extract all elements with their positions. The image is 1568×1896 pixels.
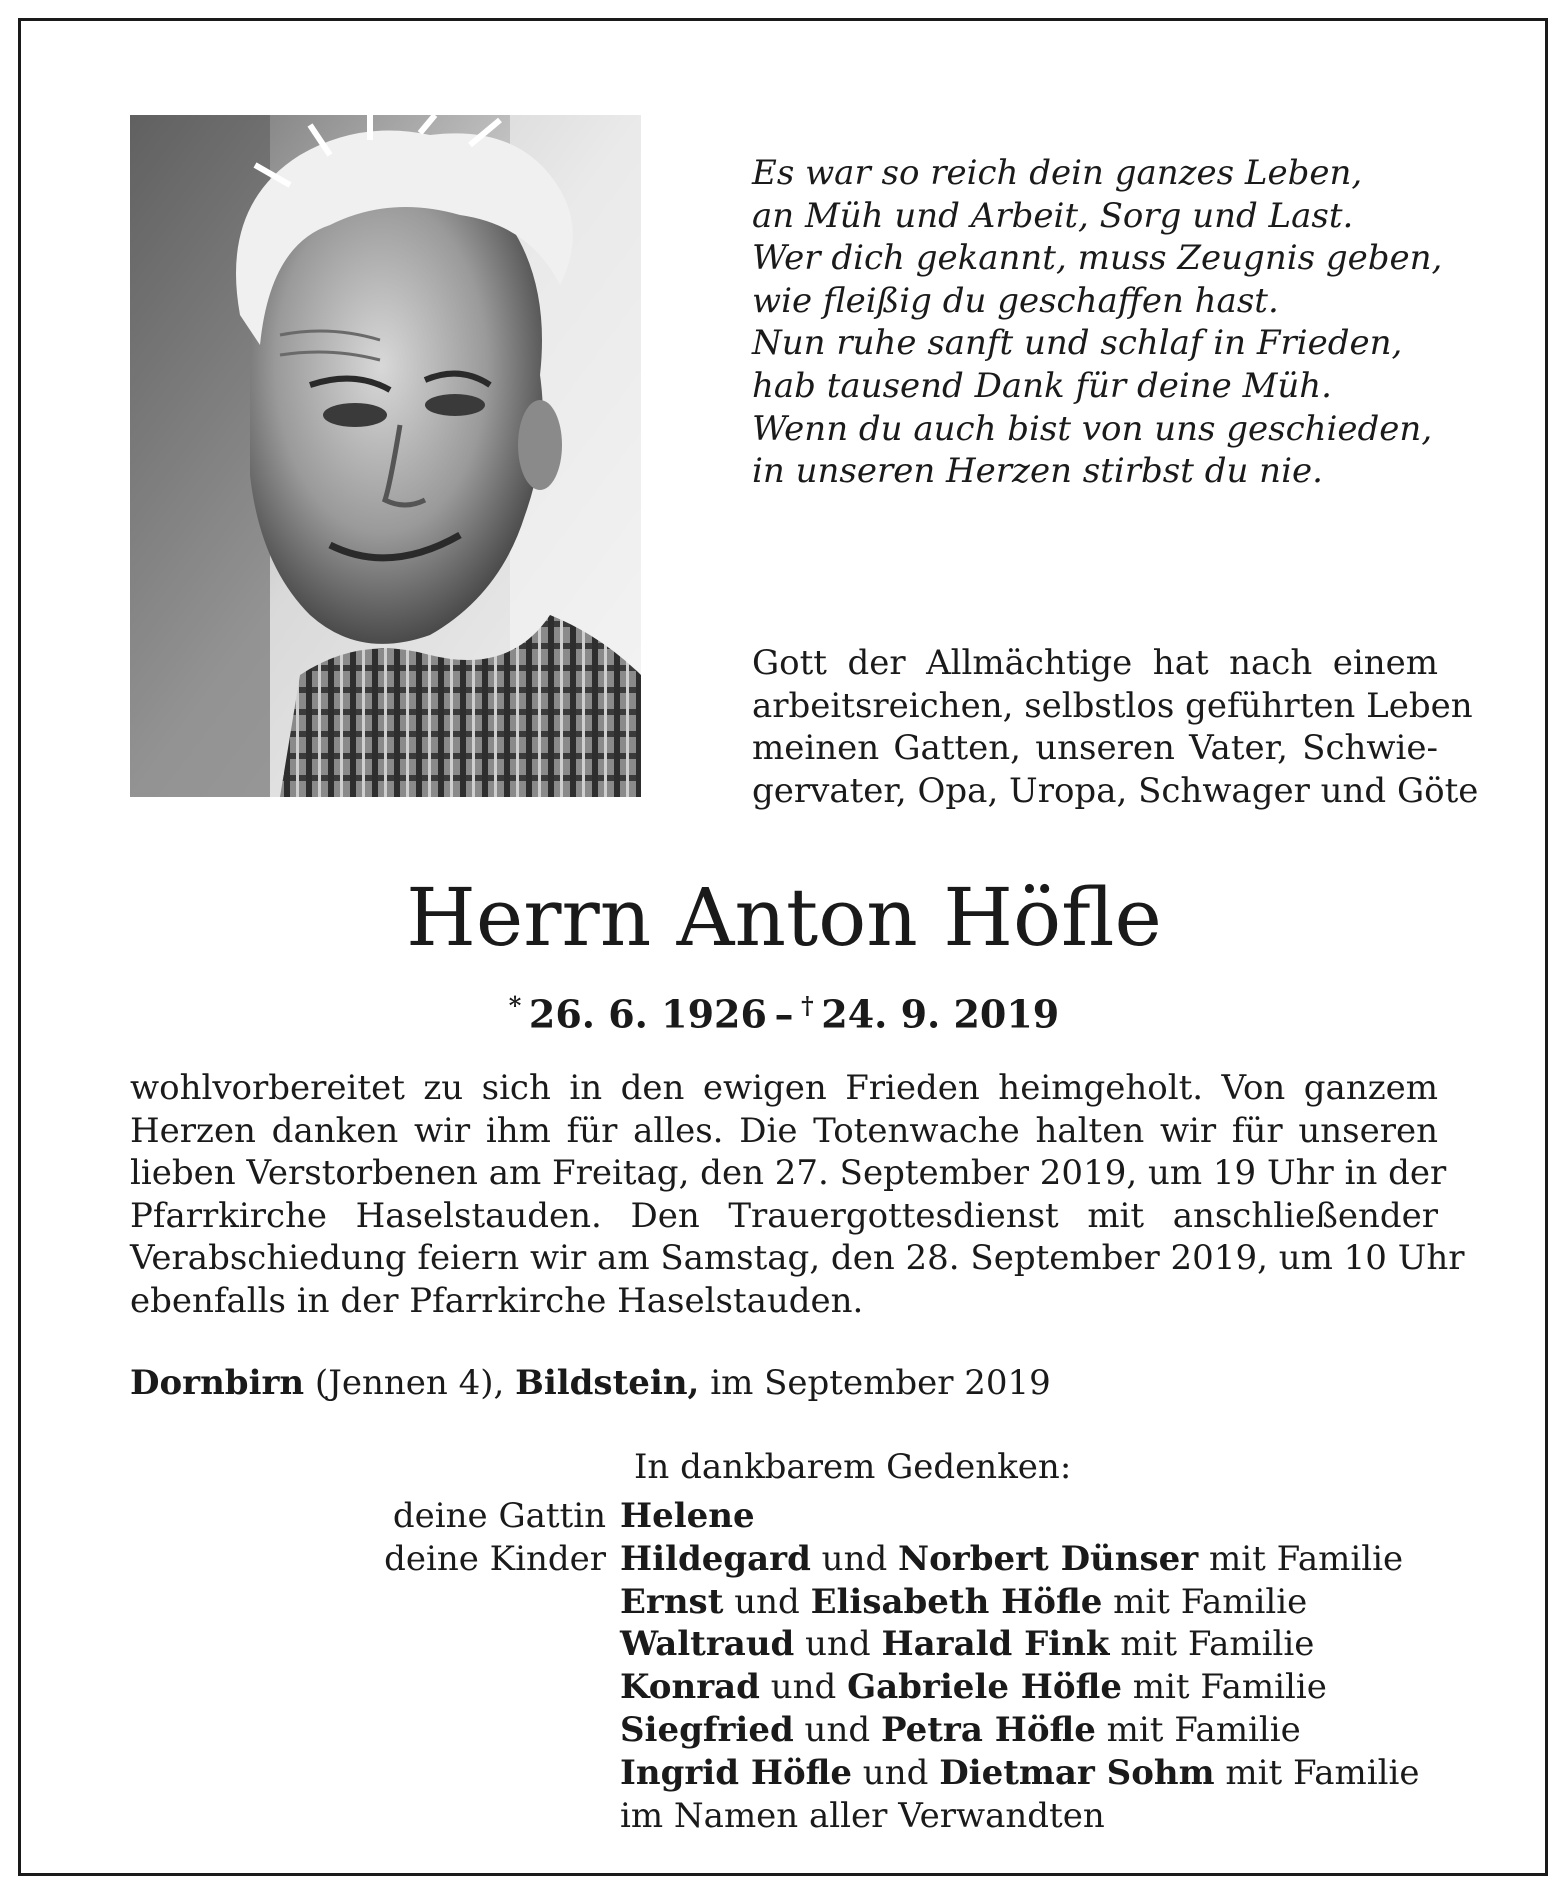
- notice-date: im September 2019: [699, 1363, 1051, 1403]
- child-name: Waltraud: [620, 1624, 795, 1665]
- child-name: Ernst: [620, 1581, 724, 1622]
- mit-familie-text: mit Familie: [1121, 1667, 1327, 1708]
- mit-familie-text: mit Familie: [1214, 1752, 1420, 1793]
- memorial-poem: [752, 152, 1452, 493]
- body-line: Pfarrkirche Haselstauden. Den Trauergottesdienst mit anschließender: [130, 1195, 1438, 1236]
- birth-mark: *: [508, 991, 522, 1020]
- intro-line: arbeitsreichen, selbstlos geführten Leben: [752, 685, 1473, 726]
- poem-line: in unseren Herzen stirbst du nie.: [752, 451, 1323, 492]
- body-line: Verabschiedung feiern wir am Samstag, den 28. September 2019, um 10 Uhr: [130, 1238, 1465, 1279]
- body-line: ebenfalls in der Pfarrkirche Haselstauden.: [130, 1280, 864, 1321]
- mourners-list: [300, 1495, 1420, 1837]
- poem-line: Wer dich gekannt, muss Zeugnis geben,: [752, 238, 1443, 279]
- portrait-photo: [130, 115, 641, 797]
- wife-name: Helene: [620, 1496, 755, 1536]
- poem-line: Es war so reich dein ganzes Leben,: [752, 153, 1363, 193]
- closing-line: im Namen aller Verwandten: [620, 1795, 1105, 1836]
- und-text: und: [810, 1538, 899, 1579]
- poem-line: hab tausend Dank für deine Müh.: [752, 365, 1332, 406]
- town-dornbirn: Dornbirn: [130, 1363, 305, 1403]
- und-text: und: [723, 1581, 811, 1622]
- mourner-row-child: [300, 1666, 1420, 1709]
- body-line: wohlvorbereitet zu sich in den ewigen Frieden heimgeholt. Von ganzem: [130, 1068, 1438, 1108]
- child-name: Hildegard: [620, 1538, 811, 1579]
- mourner-row-child: [300, 1752, 1420, 1795]
- child-name: Konrad: [620, 1667, 760, 1708]
- partner-name: Elisabeth Höfle: [810, 1581, 1103, 1622]
- mourner-row-child: [300, 1623, 1420, 1666]
- poem-line: Nun ruhe sanft und schlaf in Frieden,: [752, 323, 1403, 364]
- mit-familie-text: mit Familie: [1102, 1581, 1308, 1622]
- mourner-row-child: [300, 1538, 1420, 1581]
- partner-name: Harald Fink: [881, 1624, 1110, 1665]
- intro-text: [752, 642, 1479, 812]
- town-bildstein: Bildstein,: [515, 1363, 700, 1403]
- child-name: Ingrid Höfle: [620, 1752, 852, 1793]
- poem-line: Wenn du auch bist von uns geschieden,: [752, 408, 1433, 449]
- mourner-row-child: [300, 1709, 1420, 1752]
- mourner-row-closing: [300, 1795, 1420, 1838]
- poem-line: an Müh und Arbeit, Sorg und Last.: [752, 195, 1354, 236]
- address: (Jennen 4),: [304, 1363, 516, 1403]
- poem-line: wie fleißig du geschaffen hast.: [752, 280, 1279, 321]
- und-text: und: [794, 1624, 882, 1665]
- role-label: deine Gattin: [392, 1496, 606, 1536]
- partner-name: Dietmar Sohm: [939, 1752, 1215, 1793]
- place-date-line: [130, 1362, 1051, 1404]
- child-name: Siegfried: [620, 1709, 794, 1750]
- und-text: und: [759, 1667, 848, 1708]
- gedenken-heading: In dankbarem Gedenken:: [634, 1447, 1072, 1487]
- date-separator: –: [774, 991, 794, 1037]
- partner-name: Petra Höfle: [880, 1709, 1096, 1750]
- body-line: Herzen danken wir ihm für alles. Die Totenwache halten wir für unseren: [130, 1110, 1438, 1151]
- mourner-row-wife: [300, 1495, 1420, 1538]
- intro-line: gervater, Opa, Uropa, Schwager und Göte: [752, 770, 1479, 811]
- birth-date: 26. 6. 1926: [528, 991, 767, 1037]
- mourner-row-child: [300, 1581, 1420, 1624]
- body-line: lieben Verstorbenen am Freitag, den 27. September 2019, um 19 Uhr in der: [130, 1153, 1447, 1194]
- mit-familie-text: mit Familie: [1198, 1538, 1404, 1579]
- intro-line: Gott der Allmächtige hat nach einem: [752, 643, 1438, 683]
- death-mark: †: [801, 991, 814, 1020]
- service-details: [130, 1067, 1465, 1323]
- death-date: 24. 9. 2019: [821, 991, 1060, 1037]
- partner-name: Gabriele Höfle: [847, 1667, 1122, 1708]
- und-text: und: [852, 1752, 940, 1793]
- role-label: deine Kinder: [384, 1538, 606, 1579]
- mit-familie-text: mit Familie: [1109, 1624, 1315, 1665]
- und-text: und: [793, 1709, 881, 1750]
- intro-line: meinen Gatten, unseren Vater, Schwie-: [752, 728, 1438, 769]
- deceased-name: Herrn Anton Höfle: [406, 871, 1162, 964]
- life-dates: [0, 982, 1568, 1039]
- partner-name: Norbert Dünser: [898, 1538, 1199, 1579]
- mit-familie-text: mit Familie: [1095, 1709, 1301, 1750]
